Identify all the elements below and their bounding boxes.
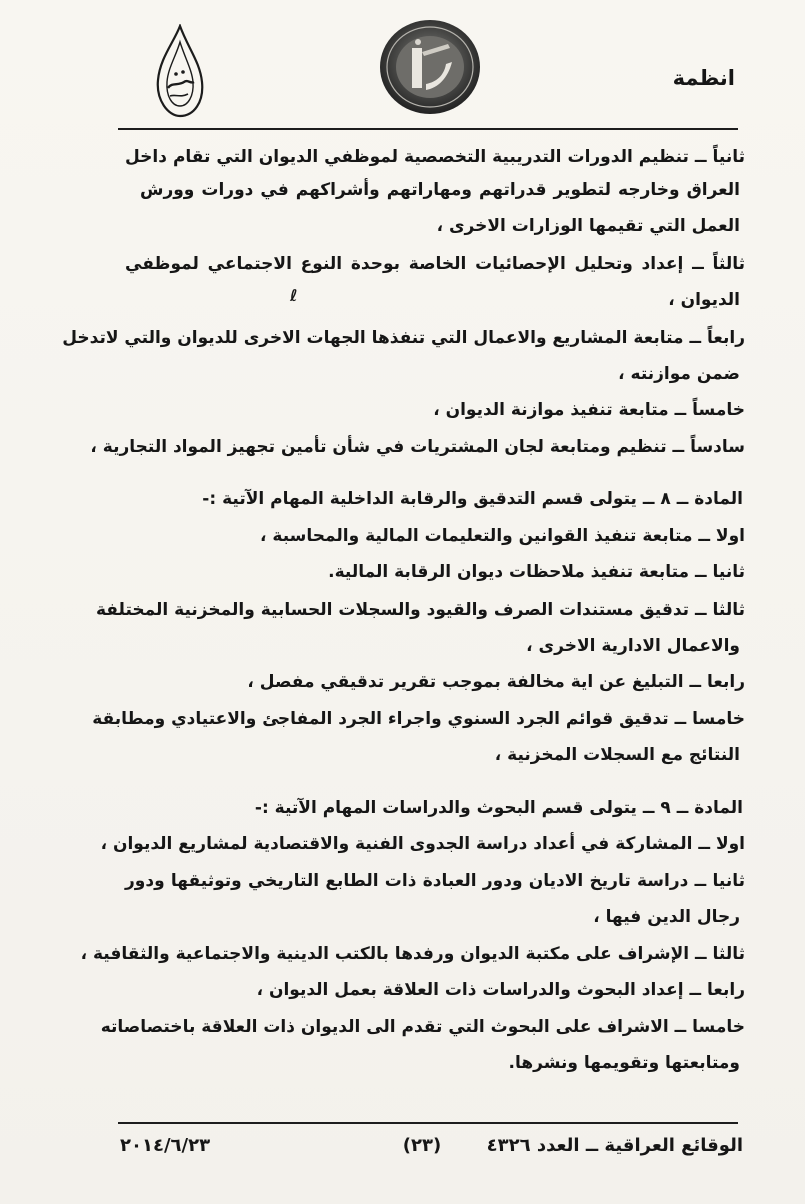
text-line: اولا ــ متابعة تنفيذ القوانين والتعليمات المالية والمحاسبة ، (260, 526, 745, 546)
text-line: رابعاً ــ متابعة المشاريع والاعمال التي تنفذها الجهات الاخرى للديوان والتي لاتدخل (62, 328, 745, 348)
text-line: ومتابعتها وتقويمها ونشرها. (508, 1053, 740, 1073)
text-line: الديوان ، (668, 290, 740, 310)
stray-mark: ℓ (290, 286, 298, 305)
text-line: ضمن موازنته ، (618, 364, 740, 384)
section-label: انظمة (672, 66, 735, 90)
text-line: رابعا ــ إعداد البحوث والدراسات ذات العلاقة بعمل الديوان ، (256, 980, 745, 1000)
text-line: خامسا ــ تدقيق قوائم الجرد السنوي واجراء الجرد المفاجئ والاعتيادي ومطابقة (92, 709, 745, 729)
article-heading: المادة ــ ٩ ــ يتولى قسم البحوث والدراسات المهام الآتية :- (254, 798, 743, 818)
text-line: والاعمال الادارية الاخرى ، (526, 636, 740, 656)
publication-name: الوقائع العراقية ــ العدد ٤٣٢٦ (486, 1135, 743, 1156)
text-line: العراق وخارجه لتطوير قدراتهم ومهاراتهم وأشراكهم في دورات وورش (140, 180, 740, 200)
text-line: سادساً ــ تنظيم ومتابعة لجان المشتريات في شأن تأمين تجهيز المواد التجارية ، (90, 437, 745, 457)
footer-divider (118, 1122, 738, 1124)
text-line: اولا ــ المشاركة في أعداد دراسة الجدوى الفنية والاقتصادية لمشاريع الديوان ، (100, 834, 745, 854)
text-line: رجال الدين فيها ، (593, 907, 740, 927)
gazette-logo-icon (150, 24, 208, 120)
text-line: العمل التي تقيمها الوزارات الاخرى ، (436, 216, 740, 236)
text-line: ثالثا ــ الإشراف على مكتبة الديوان ورفدها بالكتب الدينية والاجتماعية والثقافية ، (80, 944, 745, 964)
page-number: (٢٣) (402, 1135, 442, 1156)
text-line: ثانيا ــ متابعة تنفيذ ملاحظات ديوان الرقابة المالية. (328, 562, 745, 582)
text-line: ثالثاً ــ إعداد وتحليل الإحصائيات الخاصة بوحدة النوع الاجتماعي لموظفي (125, 254, 745, 274)
text-line: خامسا ــ الاشراف على البحوث التي تقدم الى الديوان ذات العلاقة باختصاصاته (100, 1017, 745, 1037)
text-line: ثانيا ــ دراسة تاريخ الاديان ودور العبادة ذات الطابع التاريخي وتوثيقها ودور (125, 871, 745, 891)
government-seal-icon (378, 18, 482, 116)
text-line: رابعا ــ التبليغ عن اية مخالفة بموجب تقرير تدقيقي مفصل ، (247, 672, 745, 692)
text-line: ثالثا ــ تدقيق مستندات الصرف والقيود والسجلات الحسابية والمخزنية المختلفة (95, 600, 745, 620)
text-line: ثانياً ــ تنظيم الدورات التدريبية التخصصية لموظفي الديوان التي تقام داخل (125, 147, 745, 167)
header-divider (118, 128, 738, 130)
issue-date: ٢٠١٤/٦/٢٣ (120, 1135, 211, 1156)
article-heading: المادة ــ ٨ ــ يتولى قسم التدقيق والرقابة الداخلية المهام الآتية :- (202, 489, 743, 509)
text-line: خامساً ــ متابعة تنفيذ موازنة الديوان ، (433, 400, 745, 420)
text-line: النتائج مع السجلات المخزنية ، (494, 745, 740, 765)
